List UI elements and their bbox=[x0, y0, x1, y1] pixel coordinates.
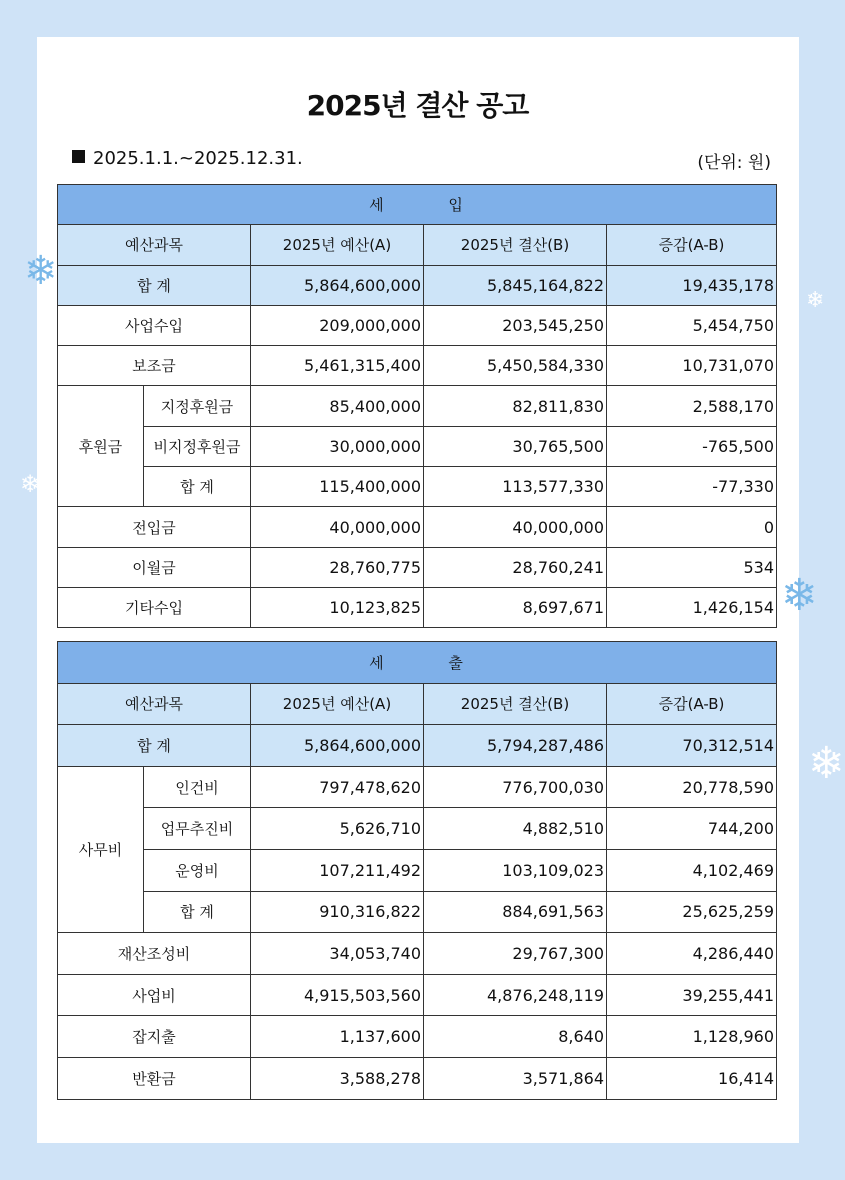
row-label: 잡지출 bbox=[58, 1016, 251, 1058]
settlement-cell: 28,760,241 bbox=[424, 547, 607, 587]
settlement-cell: 113,577,330 bbox=[424, 467, 607, 507]
row-label: 비지정후원금 bbox=[144, 426, 251, 466]
row-label: 사업비 bbox=[58, 974, 251, 1016]
column-header: 2025년 결산(B) bbox=[424, 225, 607, 265]
diff-cell: 5,454,750 bbox=[607, 305, 777, 345]
table-row bbox=[58, 1057, 777, 1099]
diff-cell: -765,500 bbox=[607, 426, 777, 466]
expenditure-section-header bbox=[58, 642, 777, 684]
budget-cell: 30,000,000 bbox=[251, 426, 424, 466]
row-label: 전입금 bbox=[58, 507, 251, 547]
row-label: 인건비 bbox=[144, 766, 251, 808]
group-label: 후원금 bbox=[58, 386, 144, 507]
diff-cell: 70,312,514 bbox=[607, 725, 777, 767]
settlement-cell: 203,545,250 bbox=[424, 305, 607, 345]
budget-cell: 910,316,822 bbox=[251, 891, 424, 933]
budget-cell: 28,760,775 bbox=[251, 547, 424, 587]
column-header: 증감(A-B) bbox=[607, 683, 777, 725]
diff-cell: 25,625,259 bbox=[607, 891, 777, 933]
settlement-cell: 8,640 bbox=[424, 1016, 607, 1058]
table-row bbox=[58, 386, 777, 426]
table-row bbox=[58, 467, 777, 507]
diff-cell: 744,200 bbox=[607, 808, 777, 850]
snowflake-icon: ❄ bbox=[808, 738, 845, 789]
column-header: 2025년 예산(A) bbox=[251, 225, 424, 265]
budget-cell: 5,864,600,000 bbox=[251, 725, 424, 767]
budget-cell: 4,915,503,560 bbox=[251, 974, 424, 1016]
budget-cell: 209,000,000 bbox=[251, 305, 424, 345]
group-label: 사무비 bbox=[58, 766, 144, 932]
budget-cell: 1,137,600 bbox=[251, 1016, 424, 1058]
budget-cell: 3,588,278 bbox=[251, 1057, 424, 1099]
budget-cell: 797,478,620 bbox=[251, 766, 424, 808]
settlement-cell: 30,765,500 bbox=[424, 426, 607, 466]
row-label: 보조금 bbox=[58, 346, 251, 386]
diff-cell: 0 bbox=[607, 507, 777, 547]
diff-cell: 1,426,154 bbox=[607, 587, 777, 627]
settlement-cell: 5,845,164,822 bbox=[424, 265, 607, 305]
row-label: 운영비 bbox=[144, 849, 251, 891]
table-row bbox=[58, 891, 777, 933]
row-label: 사업수입 bbox=[58, 305, 251, 345]
snowflake-icon: ❄ bbox=[781, 570, 818, 621]
page-title: 2025년 결산 공고 bbox=[306, 89, 529, 122]
budget-cell: 85,400,000 bbox=[251, 386, 424, 426]
settlement-cell: 3,571,864 bbox=[424, 1057, 607, 1099]
settlement-cell: 776,700,030 bbox=[424, 766, 607, 808]
settlement-cell: 40,000,000 bbox=[424, 507, 607, 547]
row-label: 합 계 bbox=[58, 725, 251, 767]
budget-cell: 40,000,000 bbox=[251, 507, 424, 547]
settlement-cell: 884,691,563 bbox=[424, 891, 607, 933]
row-label: 반환금 bbox=[58, 1057, 251, 1099]
budget-cell: 5,864,600,000 bbox=[251, 265, 424, 305]
table-row bbox=[58, 1016, 777, 1058]
table-row bbox=[58, 933, 777, 975]
table-row bbox=[58, 346, 777, 386]
column-header: 예산과목 bbox=[58, 225, 251, 265]
table-row bbox=[58, 974, 777, 1016]
diff-cell: 4,102,469 bbox=[607, 849, 777, 891]
section-title: 세 출 bbox=[58, 642, 777, 684]
table-row bbox=[58, 305, 777, 345]
column-header: 예산과목 bbox=[58, 683, 251, 725]
table-row bbox=[58, 808, 777, 850]
row-label: 기타수입 bbox=[58, 587, 251, 627]
square-bullet-icon bbox=[72, 150, 85, 163]
table-row bbox=[58, 587, 777, 627]
diff-cell: 16,414 bbox=[607, 1057, 777, 1099]
settlement-cell: 103,109,023 bbox=[424, 849, 607, 891]
table-row-total bbox=[58, 725, 777, 767]
diff-cell: 2,588,170 bbox=[607, 386, 777, 426]
table-row-total bbox=[58, 265, 777, 305]
settlement-cell: 5,794,287,486 bbox=[424, 725, 607, 767]
row-label: 이월금 bbox=[58, 547, 251, 587]
settlement-cell: 4,876,248,119 bbox=[424, 974, 607, 1016]
period-label bbox=[72, 148, 303, 169]
budget-cell: 107,211,492 bbox=[251, 849, 424, 891]
table-row bbox=[58, 547, 777, 587]
row-label: 업무추진비 bbox=[144, 808, 251, 850]
diff-cell: 20,778,590 bbox=[607, 766, 777, 808]
period-text: 2025.1.1.~2025.12.31. bbox=[93, 148, 303, 169]
row-label: 합 계 bbox=[144, 467, 251, 507]
budget-cell: 5,626,710 bbox=[251, 808, 424, 850]
section-title: 세 입 bbox=[58, 185, 777, 225]
column-header: 2025년 예산(A) bbox=[251, 683, 424, 725]
table-header-row bbox=[58, 225, 777, 265]
settlement-cell: 8,697,671 bbox=[424, 587, 607, 627]
revenue-section-header bbox=[58, 185, 777, 225]
diff-cell: 10,731,070 bbox=[607, 346, 777, 386]
diff-cell: 19,435,178 bbox=[607, 265, 777, 305]
table-row bbox=[58, 849, 777, 891]
row-label: 지정후원금 bbox=[144, 386, 251, 426]
row-label: 합 계 bbox=[144, 891, 251, 933]
budget-cell: 5,461,315,400 bbox=[251, 346, 424, 386]
diff-cell: 1,128,960 bbox=[607, 1016, 777, 1058]
settlement-cell: 5,450,584,330 bbox=[424, 346, 607, 386]
expenditure-table bbox=[57, 641, 777, 1100]
revenue-table bbox=[57, 184, 777, 628]
budget-cell: 10,123,825 bbox=[251, 587, 424, 627]
settlement-cell: 29,767,300 bbox=[424, 933, 607, 975]
snowflake-icon: ❄ bbox=[20, 470, 41, 498]
snowflake-icon: ❄ bbox=[24, 248, 58, 294]
row-label: 재산조성비 bbox=[58, 933, 251, 975]
snowflake-icon: ❄ bbox=[806, 288, 825, 313]
diff-cell: 4,286,440 bbox=[607, 933, 777, 975]
settlement-cell: 82,811,830 bbox=[424, 386, 607, 426]
table-row bbox=[58, 426, 777, 466]
row-label: 합 계 bbox=[58, 265, 251, 305]
table-header-row bbox=[58, 683, 777, 725]
budget-cell: 115,400,000 bbox=[251, 467, 424, 507]
diff-cell: 534 bbox=[607, 547, 777, 587]
column-header: 2025년 결산(B) bbox=[424, 683, 607, 725]
settlement-cell: 4,882,510 bbox=[424, 808, 607, 850]
column-header: 증감(A-B) bbox=[607, 225, 777, 265]
table-row bbox=[58, 507, 777, 547]
budget-cell: 34,053,740 bbox=[251, 933, 424, 975]
table-row bbox=[58, 766, 777, 808]
diff-cell: -77,330 bbox=[607, 467, 777, 507]
unit-label: (단위: 원) bbox=[697, 153, 771, 173]
diff-cell: 39,255,441 bbox=[607, 974, 777, 1016]
